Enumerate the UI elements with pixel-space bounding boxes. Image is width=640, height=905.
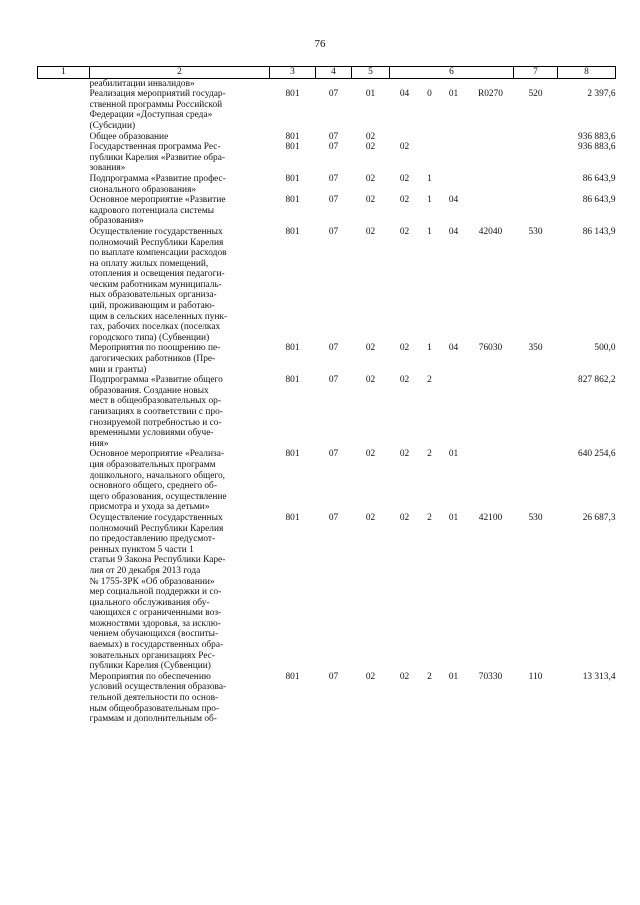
name-line: Общее образование xyxy=(89,131,169,142)
cell-col-1 xyxy=(38,343,90,375)
cell-col-6-subprogram: 2 xyxy=(427,449,432,460)
cell-name xyxy=(90,227,270,344)
cell-col-8: 86 143,9 xyxy=(582,226,616,237)
cell-col-6-program xyxy=(390,132,420,143)
cell-col-8: 86 643,9 xyxy=(582,173,616,184)
header-col-4: 4 xyxy=(316,67,352,79)
cell-col-4 xyxy=(316,78,352,89)
cell-col-6-program: 02 xyxy=(399,173,410,184)
name-line: ций, проживающим и работаю- xyxy=(89,301,215,312)
name-line: ным общеобразовательным про- xyxy=(89,703,220,714)
cell-col-4: 07 xyxy=(328,671,339,682)
cell-col-6-subprogram xyxy=(420,142,440,174)
name-line: щим в сельских населенных пунк- xyxy=(89,311,228,322)
name-line: полномочий Республики Карелия xyxy=(89,237,224,248)
name-line: ганизациях в соответствии с про- xyxy=(89,407,223,417)
cell-col-5: 01 xyxy=(365,89,376,100)
name-line: (Субсидии) xyxy=(89,120,136,131)
cell-col-6-subprogram xyxy=(420,78,440,89)
cell-col-7 xyxy=(514,174,558,195)
cell-col-3: 801 xyxy=(285,131,300,142)
table-row xyxy=(38,132,616,143)
cell-col-7 xyxy=(514,78,558,89)
table-row xyxy=(38,89,616,131)
cell-col-6-program: 02 xyxy=(399,512,410,523)
cell-col-6-program: 02 xyxy=(399,195,410,206)
name-line: условий осуществления образова- xyxy=(89,682,227,693)
cell-col-4: 07 xyxy=(328,512,339,523)
table-row xyxy=(38,343,616,375)
name-line: мест в общеобразовательных ор- xyxy=(89,396,221,407)
cell-col-7 xyxy=(514,375,558,449)
cell-col-6-program: 02 xyxy=(399,226,410,237)
name-line: зования» xyxy=(89,163,126,174)
cell-col-6-subprogram xyxy=(420,132,440,143)
name-line: ственной программы Российской xyxy=(89,99,223,110)
cell-col-1 xyxy=(38,78,90,89)
cell-name xyxy=(90,78,270,89)
cell-col-8: 936 883,6 xyxy=(578,131,616,142)
cell-col-1 xyxy=(38,174,90,195)
cell-col-8: 500,0 xyxy=(594,343,616,354)
cell-col-5: 02 xyxy=(365,173,376,184)
cell-col-8: 13 313,4 xyxy=(582,671,616,682)
name-line: Осуществление государственных xyxy=(89,512,223,523)
cell-name xyxy=(90,132,270,143)
name-line: мии и гранты) xyxy=(89,364,147,375)
cell-col-8: 86 643,9 xyxy=(582,195,616,206)
table-row xyxy=(38,78,616,89)
cell-col-8: 827 862,2 xyxy=(578,375,616,386)
cell-col-8: 26 687,3 xyxy=(582,512,616,523)
name-line: тельной деятельности по основ- xyxy=(89,693,219,704)
cell-col-6-event xyxy=(440,142,468,174)
header-col-8: 8 xyxy=(558,67,616,79)
name-line: по предоставлению предусмот- xyxy=(89,534,216,545)
cell-col-5: 02 xyxy=(365,195,376,206)
cell-name xyxy=(90,195,270,227)
name-line: сионального образования» xyxy=(89,184,197,195)
name-line: чающихся с ограниченными воз- xyxy=(89,608,222,619)
cell-col-5: 02 xyxy=(365,226,376,237)
cell-col-5: 02 xyxy=(365,343,376,354)
cell-col-6-subprogram: 2 xyxy=(427,671,432,682)
name-line: отопления и освещения педагоги- xyxy=(89,269,225,280)
table-row xyxy=(38,142,616,174)
name-line: реабилитации инвалидов» xyxy=(89,78,195,89)
page-number: 76 xyxy=(314,38,326,50)
cell-col-3: 801 xyxy=(285,89,300,100)
cell-col-6-event: 04 xyxy=(448,226,459,237)
cell-col-6-subprogram: 1 xyxy=(427,226,432,237)
cell-col-6-direction: 70330 xyxy=(478,671,503,682)
cell-col-4: 07 xyxy=(328,375,339,386)
cell-name xyxy=(90,89,270,131)
name-line: мер социальной поддержки и со- xyxy=(89,587,222,598)
cell-col-7: 350 xyxy=(528,343,543,354)
cell-col-5: 02 xyxy=(365,375,376,386)
name-line: присмотра и ухода за детьми» xyxy=(89,502,210,513)
name-line: ния» xyxy=(89,438,109,449)
name-line: гнозируемой потребностью и со- xyxy=(89,417,222,428)
cell-col-4: 07 xyxy=(328,89,339,100)
name-line: ческим работникам муниципаль- xyxy=(89,279,222,290)
header-col-2: 2 xyxy=(90,67,270,79)
name-line: щего образования, осуществление xyxy=(89,491,227,502)
cell-col-6-direction: R0270 xyxy=(477,89,503,100)
cell-col-6-event: 01 xyxy=(448,671,459,682)
cell-col-6-direction: 42040 xyxy=(478,226,503,237)
cell-col-3: 801 xyxy=(285,173,300,184)
name-line: можностями здоровья, за исклю- xyxy=(89,618,221,629)
cell-col-3: 801 xyxy=(285,671,300,682)
cell-col-7: 110 xyxy=(528,671,543,682)
cell-col-3: 801 xyxy=(285,226,300,237)
header-col-1: 1 xyxy=(38,67,90,79)
cell-col-6-program: 02 xyxy=(399,343,410,354)
cell-col-6-direction xyxy=(468,78,514,89)
name-line: № 1755-ЗРК «Об образовании» xyxy=(89,576,215,587)
cell-col-3: 801 xyxy=(285,343,300,354)
cell-col-4: 07 xyxy=(328,343,339,354)
cell-col-6-direction xyxy=(468,195,514,227)
name-line: Государственная программа Рес- xyxy=(89,142,221,153)
cell-col-7: 520 xyxy=(528,89,543,100)
name-line: чением обучающихся (воспиты- xyxy=(89,629,219,640)
cell-col-6-direction xyxy=(468,132,514,143)
name-line: по выплате компенсации расходов xyxy=(89,248,227,259)
cell-col-5: 02 xyxy=(365,142,376,153)
cell-col-4: 07 xyxy=(328,131,339,142)
cell-col-4: 07 xyxy=(328,449,339,460)
name-line: ренных пунктом 5 части 1 xyxy=(89,544,194,555)
name-line: ных образовательных организа- xyxy=(89,290,217,301)
cell-col-6-subprogram: 1 xyxy=(427,195,432,206)
cell-name xyxy=(90,142,270,174)
cell-col-6-program: 02 xyxy=(399,449,410,460)
name-line: образования» xyxy=(89,216,144,227)
header-col-7: 7 xyxy=(514,67,558,79)
cell-col-6-program: 04 xyxy=(399,89,410,100)
budget-table xyxy=(37,66,616,725)
cell-name xyxy=(90,449,270,513)
name-line: Мероприятия по поощрению пе- xyxy=(89,343,221,354)
name-line: Подпрограмма «Развитие общего xyxy=(89,375,223,386)
table-row xyxy=(38,195,616,227)
cell-col-1 xyxy=(38,513,90,672)
cell-col-6-event: 04 xyxy=(448,343,459,354)
cell-col-6-event xyxy=(440,375,468,449)
name-line: дагогических работников (Пре- xyxy=(89,354,216,365)
table-row xyxy=(38,449,616,513)
header-col-6: 6 xyxy=(390,67,514,79)
cell-col-6-event: 01 xyxy=(448,449,459,460)
cell-col-6-program: 02 xyxy=(399,671,410,682)
cell-col-6-direction: 76030 xyxy=(478,343,503,354)
cell-col-4: 07 xyxy=(328,142,339,153)
cell-col-5: 02 xyxy=(365,449,376,460)
header-col-5: 5 xyxy=(352,67,390,79)
name-line: циального обслуживания обу- xyxy=(89,597,210,608)
header-col-3: 3 xyxy=(270,67,316,79)
name-line: граммам и дополнительным об- xyxy=(89,714,217,725)
name-line: образования. Создание новых xyxy=(89,385,209,396)
name-line: публики Карелия (Субвенции) xyxy=(89,661,211,672)
cell-col-3: 801 xyxy=(285,142,300,153)
cell-col-6-direction xyxy=(468,174,514,195)
cell-col-6-event xyxy=(440,174,468,195)
name-line: зовательных организациях Рес- xyxy=(89,650,216,661)
cell-name xyxy=(90,375,270,449)
cell-col-6-program xyxy=(390,78,420,89)
cell-col-5: 02 xyxy=(365,131,376,142)
name-line: на оплату жилых помещений, xyxy=(89,258,209,269)
cell-col-8: 640 254,6 xyxy=(578,449,616,460)
cell-col-6-direction: 42100 xyxy=(478,512,503,523)
cell-col-6-event: 04 xyxy=(448,195,459,206)
cell-col-6-program: 02 xyxy=(399,142,410,153)
name-line: кадрового потенциала системы xyxy=(89,205,215,216)
cell-col-3 xyxy=(270,78,316,89)
cell-col-7 xyxy=(514,195,558,227)
cell-col-7: 530 xyxy=(528,512,543,523)
cell-col-6-subprogram: 2 xyxy=(427,375,432,386)
cell-col-1 xyxy=(38,132,90,143)
name-line: тах, рабочих поселках (поселках xyxy=(89,322,221,333)
cell-col-6-event: 01 xyxy=(448,512,459,523)
name-line: Основное мероприятие «Реализа- xyxy=(89,449,224,460)
name-line: полномочий Республики Карелия xyxy=(89,523,224,534)
cell-col-1 xyxy=(38,227,90,344)
cell-col-5: 02 xyxy=(365,671,376,682)
cell-col-6-subprogram: 1 xyxy=(427,173,432,184)
cell-col-7: 530 xyxy=(528,226,543,237)
cell-col-1 xyxy=(38,195,90,227)
cell-col-3: 801 xyxy=(285,449,300,460)
name-line: Основное мероприятие «Развитие xyxy=(89,195,226,206)
name-line: ваемых) в государственных обра- xyxy=(89,640,224,651)
cell-col-1 xyxy=(38,449,90,513)
cell-name xyxy=(90,672,270,725)
cell-col-6-event: 01 xyxy=(448,89,459,100)
cell-col-1 xyxy=(38,89,90,131)
name-line: городского типа) (Субвенции) xyxy=(89,332,210,343)
name-line: Осуществление государственных xyxy=(89,226,223,237)
cell-col-1 xyxy=(38,375,90,449)
cell-name xyxy=(90,174,270,195)
cell-col-6-subprogram: 2 xyxy=(427,512,432,523)
cell-name xyxy=(90,513,270,672)
table-header-row xyxy=(38,67,616,79)
cell-col-5 xyxy=(352,78,390,89)
name-line: временными условиями обуче- xyxy=(89,428,214,439)
name-line: статьи 9 Закона Республики Каре- xyxy=(89,555,226,566)
name-line: лия от 20 декабря 2013 года xyxy=(89,565,201,576)
name-line: Подпрограмма «Развитие профес- xyxy=(89,173,226,184)
cell-col-6-direction xyxy=(468,375,514,449)
cell-col-7 xyxy=(514,132,558,143)
name-line: дошкольного, начального общего, xyxy=(89,470,226,481)
table-row xyxy=(38,513,616,672)
name-line: основного общего, среднего об- xyxy=(89,481,217,492)
table-row xyxy=(38,174,616,195)
cell-col-6-event xyxy=(440,132,468,143)
cell-col-3: 801 xyxy=(285,512,300,523)
cell-col-6-event xyxy=(440,78,468,89)
cell-col-4: 07 xyxy=(328,173,339,184)
cell-col-6-subprogram: 0 xyxy=(427,89,432,100)
cell-col-7 xyxy=(514,142,558,174)
cell-col-8 xyxy=(558,78,616,89)
cell-col-7 xyxy=(514,449,558,513)
name-line: публики Карелия «Развитие обра- xyxy=(89,152,225,163)
name-line: ция образовательных программ xyxy=(89,459,216,470)
cell-col-3: 801 xyxy=(285,195,300,206)
cell-col-5: 02 xyxy=(365,512,376,523)
table-body xyxy=(38,78,616,725)
cell-col-4: 07 xyxy=(328,226,339,237)
table-row xyxy=(38,227,616,344)
table-row xyxy=(38,672,616,725)
cell-name xyxy=(90,343,270,375)
cell-col-8: 2 397,6 xyxy=(587,89,616,100)
cell-col-1 xyxy=(38,142,90,174)
cell-col-6-subprogram: 1 xyxy=(427,343,432,354)
cell-col-6-program: 02 xyxy=(399,375,410,386)
cell-col-8: 936 883,6 xyxy=(578,142,616,153)
name-line: Мероприятия по обеспечению xyxy=(89,671,211,682)
name-line: Федерации «Доступная среда» xyxy=(89,110,213,121)
cell-col-3: 801 xyxy=(285,375,300,386)
table-row xyxy=(38,375,616,449)
cell-col-6-direction xyxy=(468,142,514,174)
cell-col-4: 07 xyxy=(328,195,339,206)
cell-col-1 xyxy=(38,672,90,725)
cell-col-6-direction xyxy=(468,449,514,513)
name-line: Реализация мероприятий государ- xyxy=(89,89,226,100)
